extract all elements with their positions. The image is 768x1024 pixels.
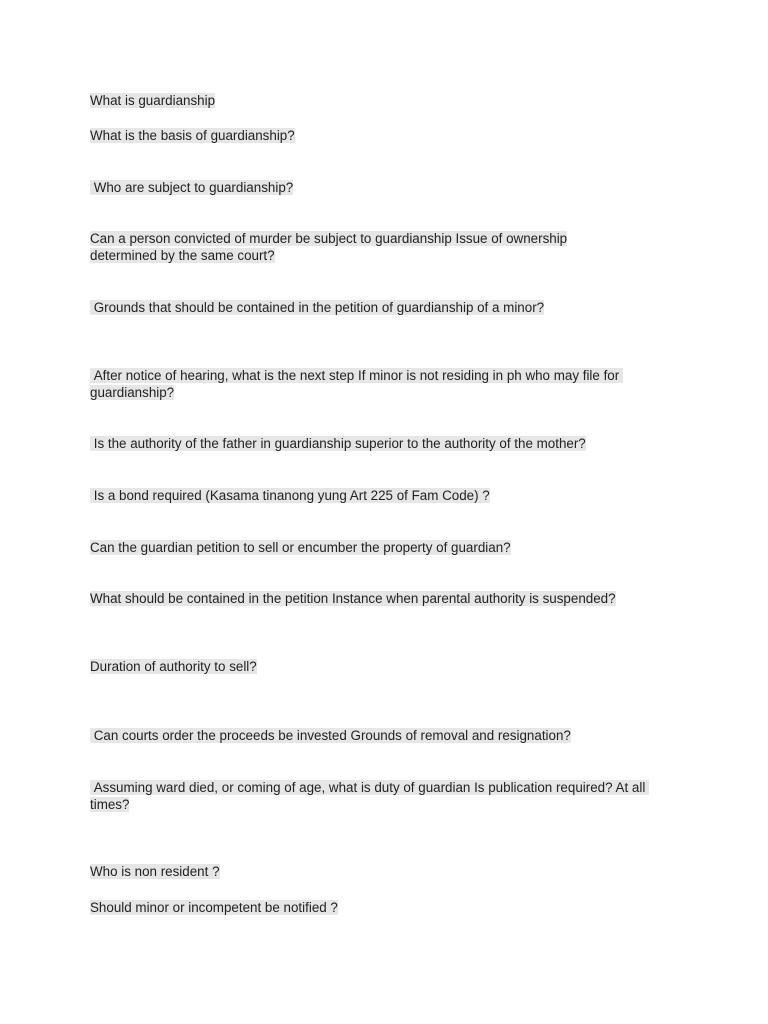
question-7: Is the authority of the father in guardianship superior to the authority of the mother? bbox=[90, 436, 586, 451]
question-2: What is the basis of guardianship? bbox=[90, 128, 295, 143]
question-15: Should minor or incompetent be notified ? bbox=[90, 900, 338, 915]
question-13: Assuming ward died, or coming of age, what is duty of guardian Is publication required? At all times? bbox=[90, 780, 650, 812]
question-11: Duration of authority to sell? bbox=[90, 659, 257, 674]
question-14: Who is non resident ? bbox=[90, 864, 220, 879]
question-5: Grounds that should be contained in the petition of guardianship of a minor? bbox=[90, 300, 545, 315]
question-6: After notice of hearing, what is the next step If minor is not residing in ph who may file for guardianship? bbox=[90, 368, 623, 400]
question-12: Can courts order the proceeds be invested Grounds of removal and resignation? bbox=[90, 728, 571, 743]
question-10: What should be contained in the petition Instance when parental authority is suspended? bbox=[90, 591, 616, 606]
question-4: Can a person convicted of murder be subject to guardianship Issue of ownership determined by the same court? bbox=[90, 231, 568, 263]
question-8: Is a bond required (Kasama tinanong yung Art 225 of Fam Code) ? bbox=[90, 488, 490, 503]
question-9: Can the guardian petition to sell or encumber the property of guardian? bbox=[90, 540, 511, 555]
question-3: Who are subject to guardianship? bbox=[90, 180, 294, 195]
question-1: What is guardianship bbox=[90, 93, 216, 108]
